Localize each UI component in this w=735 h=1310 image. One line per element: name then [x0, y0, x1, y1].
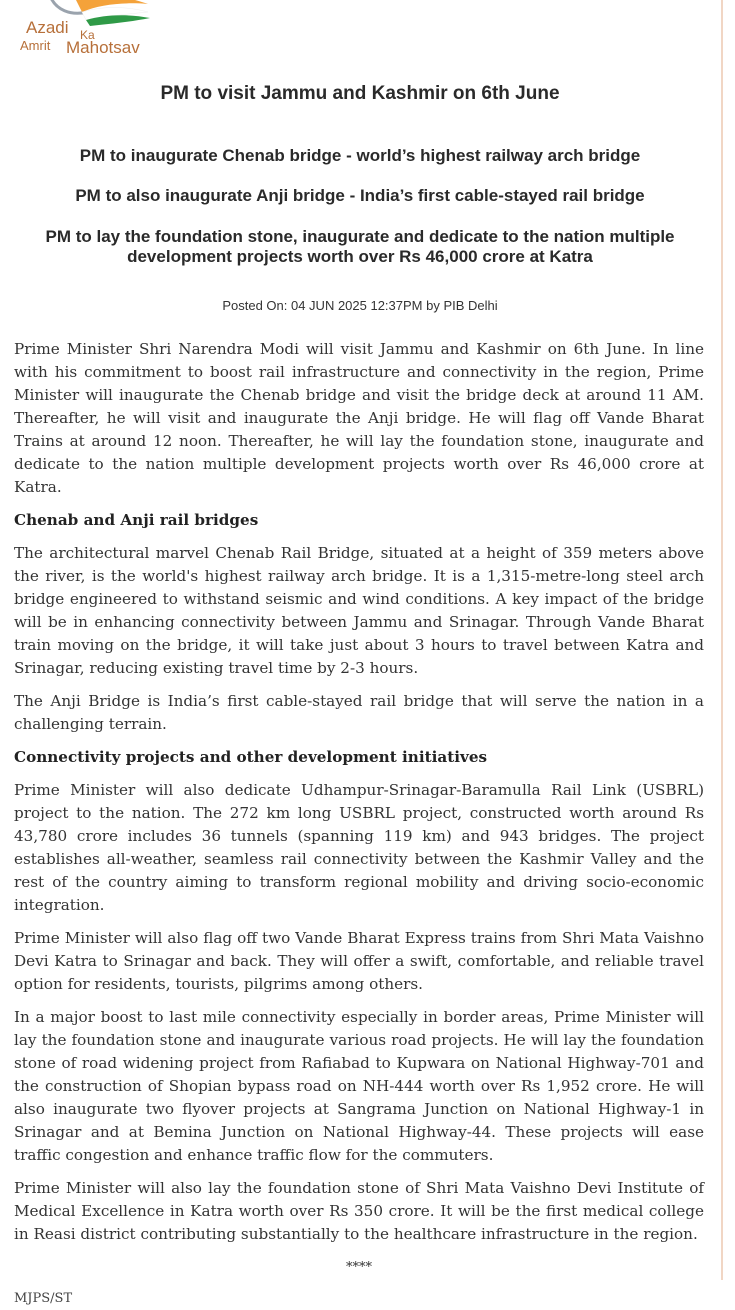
logo-word-azadi: Azadi	[26, 18, 69, 37]
separator-stars: ****	[346, 1260, 372, 1275]
page-edge-rule	[721, 0, 723, 1280]
logo-word-ka: Ka	[80, 28, 95, 42]
section-heading-bridges: Chenab and Anji rail bridges	[14, 511, 259, 529]
azadi-ka-amrit-mahotsav-logo	[18, 0, 178, 62]
road-projects-paragraph: In a major boost to last mile connectivity especially in border areas, Prime Minister will lay the foundation stone and inaugurate various road projects. He will lay the foundation stone of road widening project from Rafiabad to Kupwara on National Highway-701 and the construction of Shopian bypass road on NH-444 worth over Rs 1,952 crore. He will also inaugurate two flyover projects at Sangrama Junction on National Highway-1 in Srinagar and at Bemina Junction on National Highway-44. These projects will ease traffic congestion and enhance traffic flow for the commuters.	[14, 1008, 704, 1164]
article-body	[14, 338, 704, 1310]
section-heading-connectivity: Connectivity projects and other development initiatives	[14, 748, 488, 766]
intro-paragraph: Prime Minister Shri Narendra Modi will visit Jammu and Kashmir on 6th June. In line with his commitment to boost rail infrastructure and connectivity in the region, Prime Minister will inaugurate the Chenab bridge and visit the bridge deck at around 11 AM. Thereafter, he will visit and inaugurate the Anji bridge. He will flag off Vande Bharat Trains at around 12 noon. Thereafter, he will lay the foundation stone, inaugurate and dedicate to the nation multiple development projects worth over Rs 46,000 crore at Katra.	[14, 340, 704, 496]
chenab-paragraph: The architectural marvel Chenab Rail Bridge, situated at a height of 359 meters above the river, is the world's highest railway arch bridge. It is a 1,315-metre-long steel arch bridge engineered to withstand seismic and wind conditions. A key impact of the bridge will be in enhancing connectivity between Jammu and Srinagar. Through Vande Bharat train moving on the bridge, it will take just about 3 hours to travel between Katra and Srinagar, reducing existing travel time by 2-3 hours.	[14, 544, 704, 677]
subtitle-foundation-stone: PM to lay the foundation stone, inaugurate and dedicate to the nation multiple development projects worth over Rs 46,000 crore at Katra	[45, 227, 675, 266]
logo-word-mahotsav: Mahotsav	[66, 38, 140, 57]
vande-bharat-paragraph: Prime Minister will also flag off two Vande Bharat Express trains from Shri Mata Vaishno Devi Katra to Srinagar and back. They will offer a swift, comfortable, and reliable travel option for residents, tourists, pilgrims among others.	[14, 929, 704, 993]
footer-code: MJPS/ST	[14, 1291, 73, 1306]
anji-paragraph: The Anji Bridge is India’s first cable-stayed rail bridge that will serve the nation in a challenging terrain.	[14, 692, 704, 733]
usbrl-paragraph: Prime Minister will also dedicate Udhampur-Srinagar-Baramulla Rail Link (USBRL) project to the nation. The 272 km long USBRL project, constructed worth around Rs 43,780 crore includes 36 tunnels (spanning 119 km) and 943 bridges. The project establishes all-weather, seamless rail connectivity between the Kashmir Valley and the rest of the country aiming to transform regional mobility and driving socio-economic integration.	[14, 781, 704, 914]
page-title: PM to visit Jammu and Kashmir on 6th June	[160, 83, 560, 104]
posted-date: Posted On: 04 JUN 2025 12:37PM by PIB Delhi	[222, 298, 498, 313]
logo-word-amrit: Amrit	[20, 38, 51, 53]
subtitle-anji: PM to also inaugurate Anji bridge - India’s first cable-stayed rail bridge	[75, 186, 645, 205]
medical-institute-paragraph: Prime Minister will also lay the foundation stone of Shri Mata Vaishno Devi Institute of Medical Excellence in Katra worth over Rs 350 crore. It will be the first medical college in Reasi district contributing substantially to the healthcare infrastructure in the region.	[14, 1179, 704, 1243]
subtitle-chenab: PM to inaugurate Chenab bridge - world’s highest railway arch bridge	[79, 146, 641, 165]
